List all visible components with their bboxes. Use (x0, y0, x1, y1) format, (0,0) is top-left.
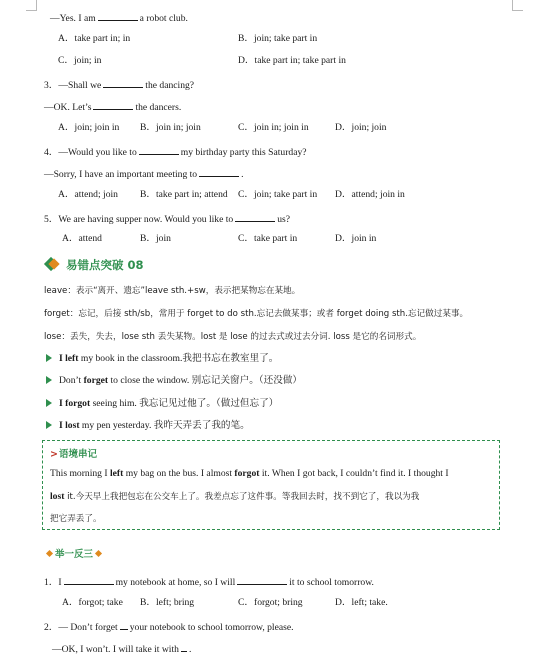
example-3: I forgot seeing him. 我忘记见过他了。（做过但忘了） (46, 398, 278, 410)
question-5-line-1: 5．We are having supper now. Would you like to us? (44, 214, 291, 225)
section-title: 易错点突破 08 (66, 258, 144, 272)
question-3-line-1: 3．—Shall we the dancing? (44, 80, 195, 91)
practice-q1-option-a[interactable]: A．forgot; take (62, 597, 123, 608)
q3-option-a[interactable]: A．join; join in (58, 122, 120, 133)
triangle-bullet-icon (46, 421, 52, 429)
question-3-line-2: —OK. Let’s the dancers. (44, 102, 182, 113)
chevron-right-icon: > (50, 449, 58, 460)
context-box-title: >语境串记 (50, 449, 97, 460)
q4-option-a[interactable]: A．attend; join (58, 189, 118, 200)
triangle-bullet-icon (46, 376, 52, 384)
diamond-icon (44, 257, 62, 273)
q2-option-b[interactable]: B．join; take part in (238, 33, 318, 44)
q3-option-c[interactable]: C．join in; join in (238, 122, 309, 133)
q2-option-d[interactable]: D．take part in; take part in (238, 55, 346, 66)
practice-q1-option-d[interactable]: D．left; take. (335, 597, 388, 608)
diamond-bullet-icon (46, 550, 53, 557)
context-line-2: lost it.今天早上我把包忘在公交车上了。我差点忘了这件事。等我回去时，找不到它了，我以为我 (50, 491, 420, 502)
q5-option-c[interactable]: C．take part in (238, 233, 298, 244)
q2-option-c[interactable]: C．join; in (58, 55, 102, 66)
question-4-line-1: 4．—Would you like to my birthday party this Saturday? (44, 147, 307, 158)
q4-option-b[interactable]: B．take part in; attend (140, 189, 228, 200)
practice-heading: 举一反三 (44, 546, 104, 560)
question-2-stem: —Yes. I am a robot club. (50, 13, 188, 24)
practice-q1-option-c[interactable]: C．forgot; bring (238, 597, 303, 608)
crop-mark-top-left (26, 0, 37, 11)
q3-option-d[interactable]: D．join; join (335, 122, 387, 133)
context-line-1: This morning I left my bag on the bus. I almost forgot it. When I got back, I couldn’t find it. I thought I (50, 468, 449, 479)
practice-q1-option-b[interactable]: B．left; bring (140, 597, 195, 608)
q3-option-b[interactable]: B．join in; join (140, 122, 201, 133)
q5-option-d[interactable]: D．join in (335, 233, 377, 244)
practice-question-1: 1．I my notebook at home, so I will it to school tomorrow. (44, 577, 374, 588)
triangle-bullet-icon (46, 399, 52, 407)
example-1: I left my book in the classroom.我把书忘在教室里了。 (46, 353, 278, 365)
q5-option-b[interactable]: B．join (140, 233, 171, 244)
q4-option-c[interactable]: C．join; take part in (238, 189, 318, 200)
q4-option-d[interactable]: D．attend; join in (335, 189, 405, 200)
explanation-leave: leave：表示“离开、遗忘”leave sth.+sw，表示把某物忘在某地。 (44, 286, 301, 296)
example-2: Don’t forget to close the window. 别忘记关窗户。（还没做） (46, 375, 302, 387)
explanation-forget: forget：忘记，后接 sth/sb，常用于 forget to do sth.忘记去做某事；或者 forget doing sth.忘记做过某事。 (44, 309, 469, 319)
practice-question-2: 2．— Don’t forget your notebook to school tomorrow, please. (44, 622, 294, 633)
triangle-bullet-icon (46, 354, 52, 362)
section-heading (44, 256, 144, 274)
context-line-3: 把它弄丢了。 (50, 514, 102, 524)
q5-option-a[interactable]: A．attend (62, 233, 102, 244)
diamond-bullet-icon (95, 550, 102, 557)
practice-question-2-line-2: —OK, I won’t. I will take it with . (52, 644, 192, 655)
explanation-lose: lose：丢失，失去，lose sth 丢失某物。lost 是 lose 的过去式或过去分词. loss 是它的名词形式。 (44, 332, 422, 342)
crop-mark-top-right (512, 0, 523, 11)
example-4: I lost my pen yesterday. 我昨天弄丢了我的笔。 (46, 420, 250, 432)
q2-option-a[interactable]: A．take part in; in (58, 33, 131, 44)
question-4-line-2: —Sorry, I have an important meeting to . (44, 169, 244, 180)
